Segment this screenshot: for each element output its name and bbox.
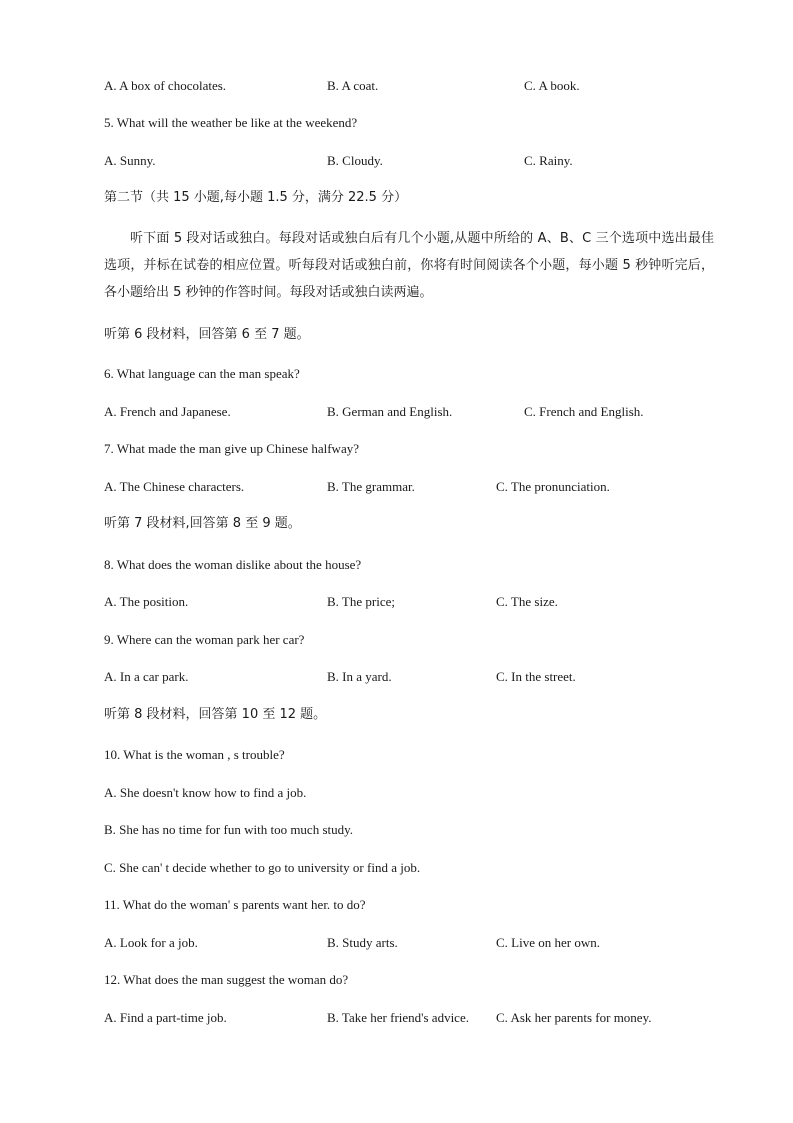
section2-heading: 第二节（共 15 小题,每小题 1.5 分，满分 22.5 分） [104, 190, 408, 205]
q11-question: 11. What do the woman' s parents want her. to do? [104, 897, 366, 912]
q9-option-a: A. In a car park. [104, 669, 189, 684]
q5-option-a: A. Sunny. [104, 153, 156, 168]
q5-question: 5. What will the weather be like at the weekend? [104, 115, 358, 130]
q12-question: 12. What does the man suggest the woman do? [104, 972, 349, 987]
q7-option-c: C. The pronunciation. [496, 479, 610, 494]
q6-option-c: C. French and English. [524, 404, 644, 419]
q10-option-c: C. She can' t decide whether to go to university or find a job. [104, 860, 421, 875]
q7-option-b: B. The grammar. [327, 479, 415, 494]
q11-option-a: A. Look for a job. [104, 935, 198, 950]
q9-question: 9. Where can the woman park her car? [104, 632, 305, 647]
q10-option-b: B. She has no time for fun with too much study. [104, 822, 354, 837]
q6-option-b: B. German and English. [327, 404, 453, 419]
material6-heading: 听第 6 段材料，回答第 6 至 7 题。 [104, 327, 310, 342]
material8-heading: 听第 8 段材料，回答第 10 至 12 题。 [104, 707, 327, 722]
q6-option-a: A. French and Japanese. [104, 404, 231, 419]
q10-question: 10. What is the woman , s trouble? [104, 747, 285, 762]
q7-option-a: A. The Chinese characters. [104, 479, 245, 494]
q5-option-c: C. Rainy. [524, 153, 573, 168]
q12-option-b: B. Take her friend's advice. [327, 1010, 469, 1025]
q5-option-b: B. Cloudy. [327, 153, 383, 168]
q8-option-a: A. The position. [104, 594, 189, 609]
q11-option-b: B. Study arts. [327, 935, 398, 950]
q8-question: 8. What does the woman dislike about the house? [104, 557, 362, 572]
section2-instructions: 听下面 5 段对话或独白。每段对话或独白后有几个小题,从题中所给的 A、B、C 三个选项中选出最佳选项，并标在试卷的相应位置。听每段对话或独白前，你将有时间阅读各个小题，每小题 5 秒钟听完后，各小题给出 5 秒钟的作答时间。每段对话或独白读两遍。 [104, 231, 714, 300]
material7-heading: 听第 7 段材料,回答第 8 至 9 题。 [104, 516, 301, 531]
q7-question: 7. What made the man give up Chinese halfway? [104, 441, 359, 456]
q4-option-a: A. A box of chocolates. [104, 78, 227, 93]
q12-option-a: A. Find a part-time job. [104, 1010, 227, 1025]
q4-option-c: C. A book. [524, 78, 580, 93]
q9-option-b: B. In a yard. [327, 669, 392, 684]
q9-option-c: C. In the street. [496, 669, 576, 684]
q10-option-a: A. She doesn't know how to find a job. [104, 785, 307, 800]
q11-option-c: C. Live on her own. [496, 935, 600, 950]
q8-option-b: B. The price; [327, 594, 395, 609]
q4-option-b: B. A coat. [327, 78, 379, 93]
q6-question: 6. What language can the man speak? [104, 366, 300, 381]
q8-option-c: C. The size. [496, 594, 558, 609]
q12-option-c: C. Ask her parents for money. [496, 1010, 652, 1025]
